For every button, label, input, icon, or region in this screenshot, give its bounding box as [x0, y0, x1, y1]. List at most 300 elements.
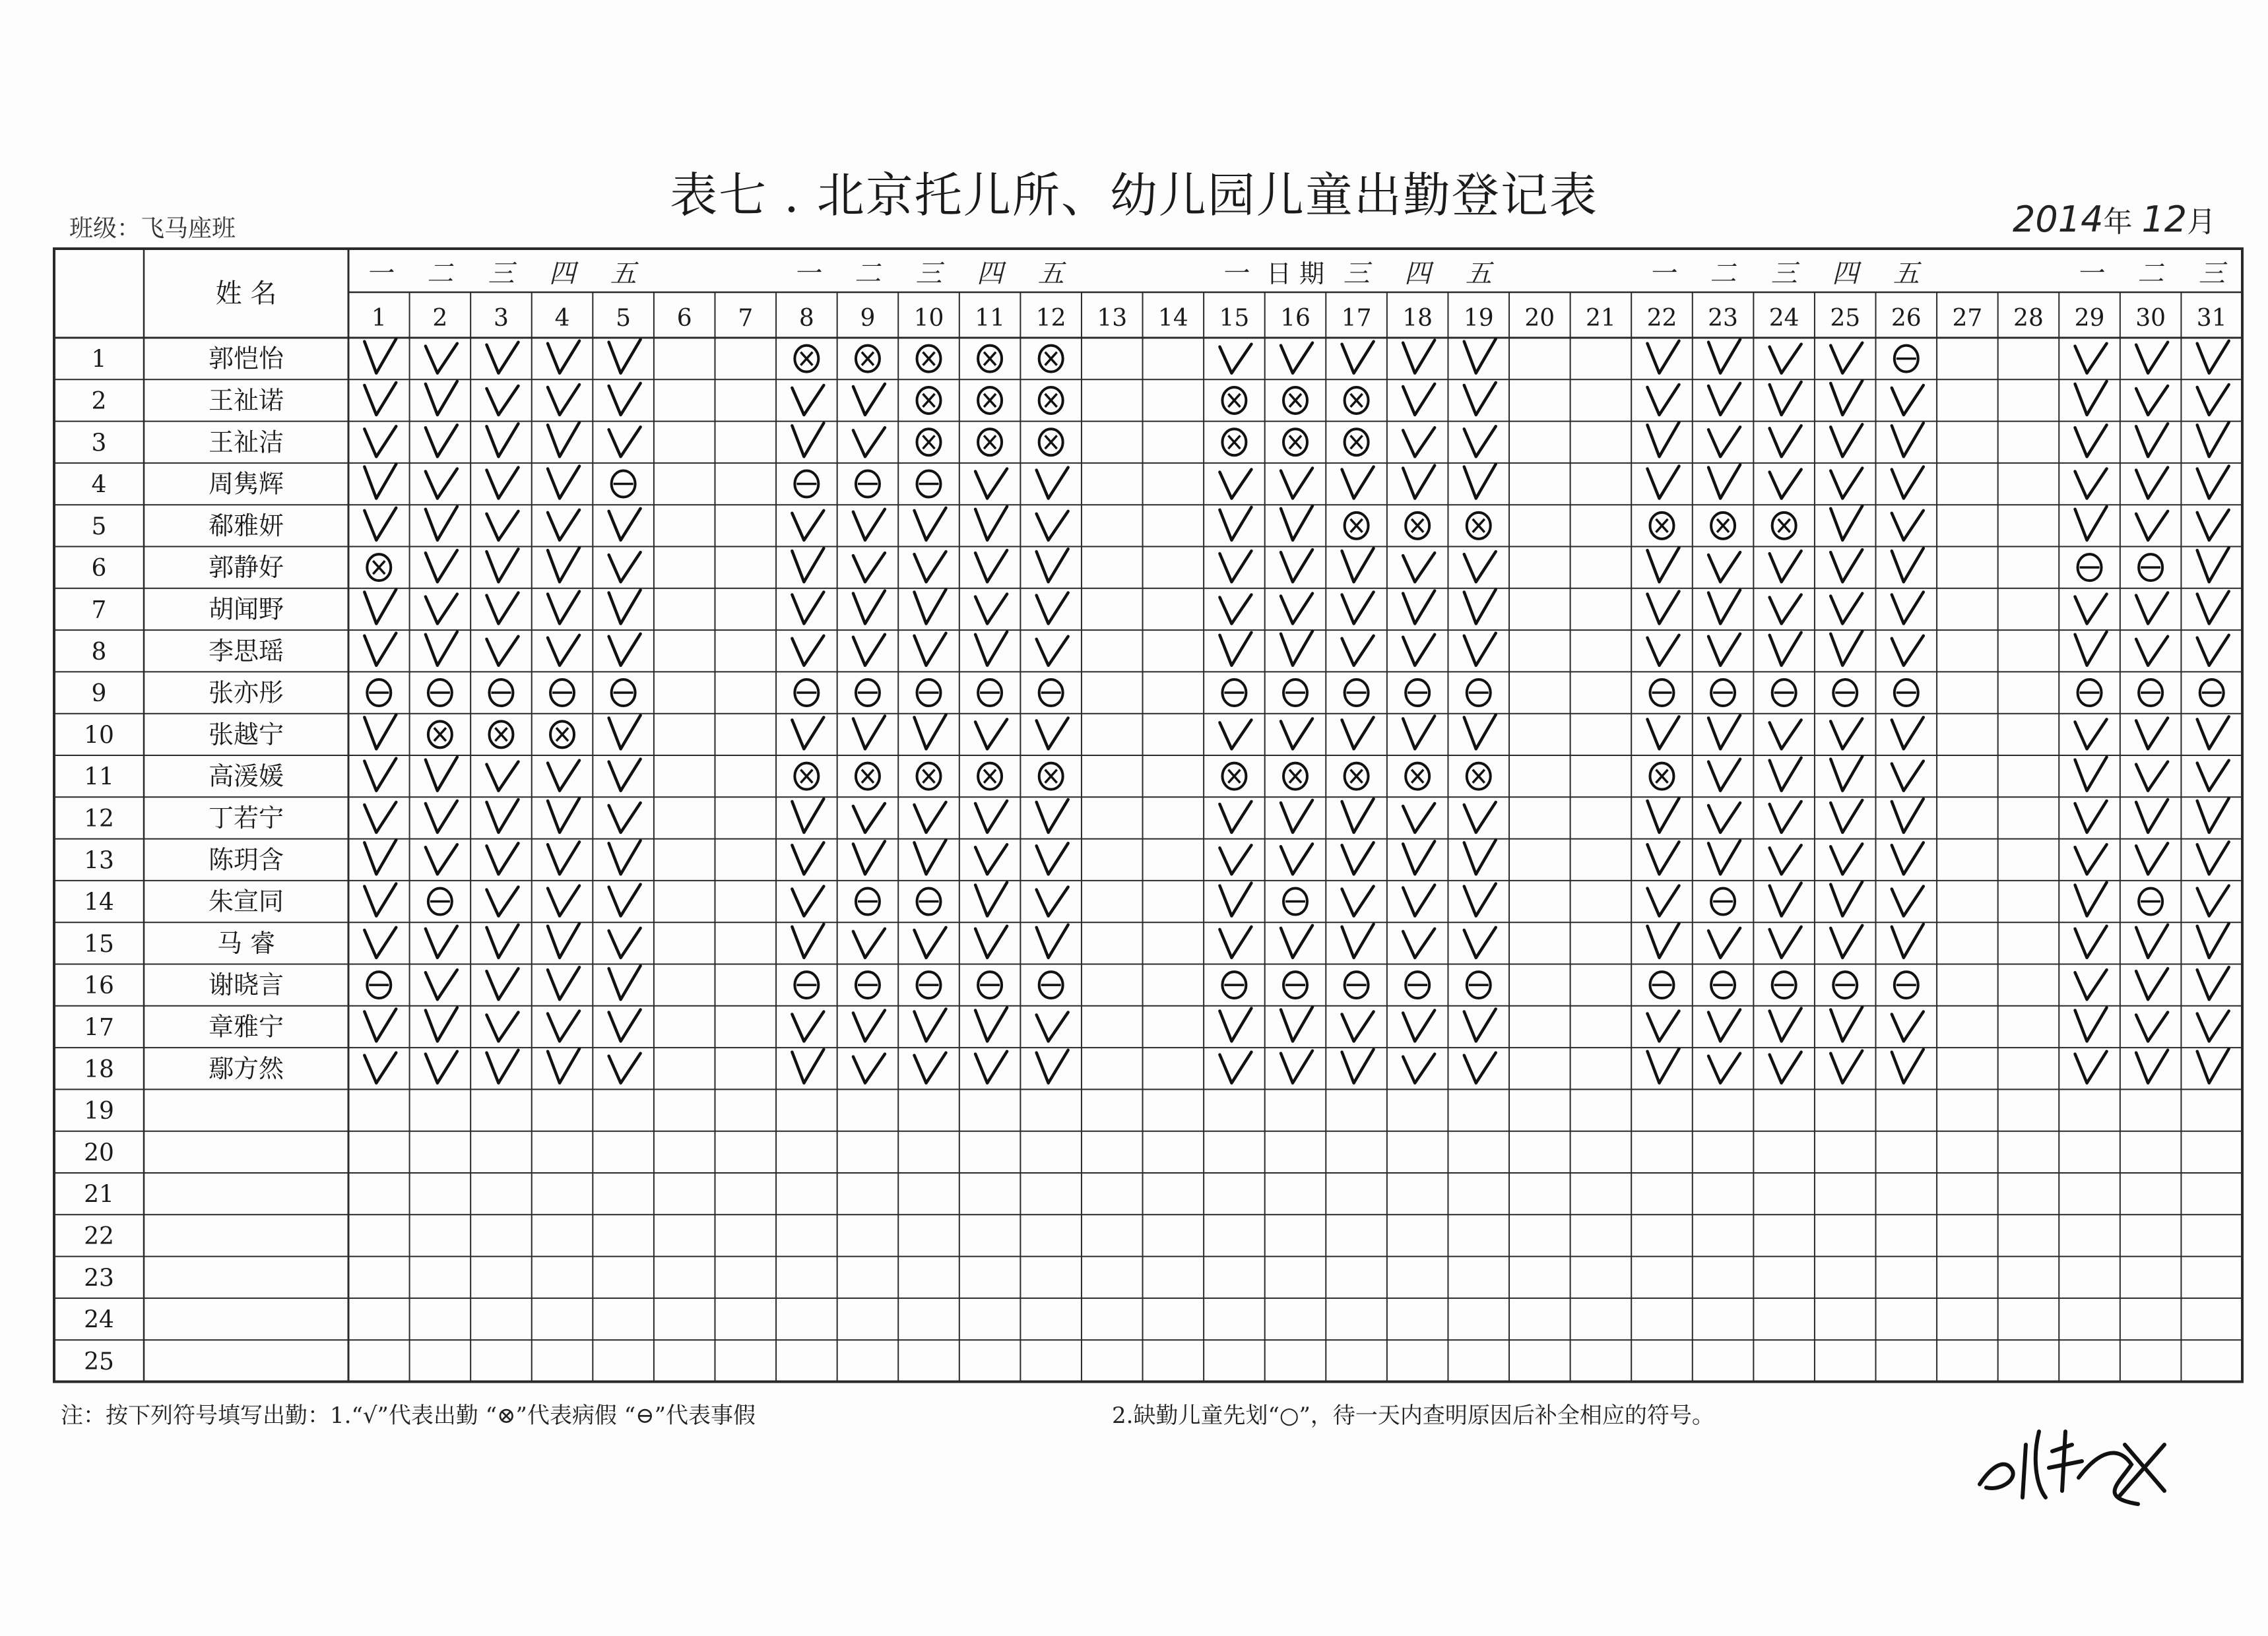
present-mark: [1281, 550, 1312, 582]
present-mark: [1464, 802, 1496, 833]
weekday-mark: 三: [488, 259, 515, 289]
present-mark: [2197, 341, 2229, 373]
weekday-mark: 四: [549, 259, 576, 289]
sick-mark-cross: [434, 728, 446, 741]
present-mark: [1770, 633, 1801, 666]
present-mark: [1219, 883, 1251, 916]
present-mark: [609, 552, 641, 582]
signature: [1966, 1405, 2184, 1511]
present-mark: [1464, 1009, 1496, 1041]
day-number: 10: [913, 305, 944, 332]
present-mark: [1219, 845, 1251, 874]
present-mark: [2136, 968, 2168, 999]
present-mark: [2136, 800, 2168, 833]
present-mark: [1464, 589, 1496, 623]
present-mark: [853, 384, 885, 415]
sick-mark-cross: [923, 435, 935, 449]
day-number: 2: [432, 305, 448, 332]
present-mark: [548, 798, 579, 833]
present-mark: [426, 1007, 457, 1041]
day-number: 21: [1585, 305, 1616, 332]
weekday-mark: 四: [1404, 259, 1431, 289]
present-mark: [792, 511, 824, 540]
present-mark: [853, 803, 885, 833]
present-mark: [1770, 720, 1801, 749]
present-mark: [1647, 1011, 1679, 1041]
sick-mark-cross: [1473, 770, 1485, 783]
present-mark: [915, 633, 946, 666]
present-mark: [609, 634, 641, 666]
present-mark: [1831, 468, 1862, 499]
present-mark: [1647, 635, 1679, 666]
sick-mark-cross: [1656, 770, 1668, 783]
weekday-mark: 三: [2198, 259, 2225, 289]
present-mark: [1831, 593, 1862, 623]
present-mark: [609, 590, 641, 623]
present-mark: [1464, 551, 1496, 582]
page-title: 表七 . 北京托儿所、幼儿园儿童出勤登记表: [670, 168, 1598, 223]
present-mark: [2197, 385, 2229, 415]
present-mark: [2197, 798, 2229, 833]
sick-mark-cross: [1045, 770, 1057, 783]
sick-mark-cross: [1351, 394, 1363, 407]
student-name: 马 睿: [216, 928, 276, 958]
present-mark: [1464, 928, 1496, 958]
present-mark: [1403, 590, 1435, 623]
weekday-mark: 一: [2076, 259, 2103, 289]
sick-mark-cross: [1228, 770, 1240, 783]
present-mark: [1342, 799, 1374, 833]
present-mark: [915, 802, 946, 833]
present-mark: [975, 926, 1007, 958]
present-mark: [1219, 344, 1251, 373]
present-mark: [486, 386, 518, 415]
present-mark: [486, 925, 518, 958]
sick-mark-cross: [1656, 519, 1668, 532]
present-mark: [2075, 926, 2107, 958]
present-mark: [792, 717, 824, 749]
present-mark: [1708, 634, 1740, 666]
present-mark: [853, 1010, 885, 1041]
student-name: 郗雅妍: [208, 511, 284, 540]
present-mark: [364, 589, 396, 623]
day-number: 19: [1463, 305, 1494, 332]
present-mark: [1892, 548, 1924, 582]
present-mark: [792, 799, 824, 833]
present-mark: [426, 757, 457, 791]
present-mark: [1831, 631, 1862, 666]
present-mark: [1342, 924, 1374, 958]
weekday-mark: 五: [610, 259, 637, 289]
present-mark: [2136, 511, 2168, 540]
present-mark: [364, 884, 396, 916]
day-number: 29: [2074, 305, 2105, 332]
day-number: 23: [1708, 305, 1738, 332]
present-mark: [426, 425, 457, 456]
weekday-mark: 二: [854, 259, 881, 289]
present-mark: [1892, 385, 1924, 415]
present-mark: [2136, 424, 2168, 456]
present-mark: [1037, 468, 1068, 499]
present-mark: [364, 928, 396, 958]
present-mark: [1037, 592, 1068, 623]
sick-mark-cross: [1411, 519, 1423, 532]
day-number: 25: [1830, 305, 1861, 332]
header-name-label: 姓 名: [215, 278, 277, 309]
present-mark: [426, 594, 457, 623]
day-number: 6: [676, 305, 692, 332]
present-mark: [975, 1052, 1007, 1083]
present-mark: [548, 548, 579, 582]
present-mark: [1647, 924, 1679, 958]
present-mark: [548, 341, 579, 373]
present-mark: [915, 840, 946, 874]
sick-mark-cross: [1045, 352, 1057, 365]
present-mark: [1892, 1011, 1924, 1041]
present-mark: [1770, 594, 1801, 623]
row-number: 2: [91, 387, 107, 415]
student-name: 胡闻野: [208, 594, 284, 624]
present-mark: [1892, 636, 1924, 666]
row-number: 24: [84, 1306, 114, 1334]
row-number: 21: [84, 1181, 114, 1209]
present-mark: [548, 967, 579, 999]
present-mark: [1219, 802, 1251, 833]
present-mark: [2197, 886, 2229, 916]
present-mark: [2075, 469, 2107, 499]
present-mark: [1403, 1054, 1435, 1083]
present-mark: [1281, 1051, 1312, 1083]
day-number: 13: [1097, 305, 1128, 332]
present-mark: [1037, 800, 1068, 833]
present-mark: [426, 507, 457, 540]
day-number: 16: [1280, 305, 1311, 332]
present-mark: [364, 714, 396, 749]
present-mark: [364, 840, 396, 874]
present-mark: [975, 801, 1007, 833]
present-mark: [486, 1012, 518, 1041]
present-mark: [1770, 551, 1801, 582]
present-mark: [1892, 511, 1924, 540]
sick-mark-cross: [984, 435, 996, 449]
present-mark: [364, 759, 396, 791]
present-mark: [1281, 800, 1312, 833]
present-mark: [2075, 801, 2107, 833]
present-mark: [486, 800, 518, 833]
present-mark: [486, 968, 518, 999]
present-mark: [792, 636, 824, 666]
row-number: 8: [91, 638, 107, 666]
present-mark: [792, 385, 824, 415]
present-mark: [1281, 468, 1312, 499]
present-mark: [1037, 549, 1068, 582]
student-name: 丁若宁: [208, 803, 284, 833]
present-mark: [792, 887, 824, 916]
row-number: 19: [84, 1098, 114, 1125]
present-mark: [975, 550, 1007, 582]
present-mark: [2197, 635, 2229, 666]
present-mark: [2197, 1049, 2229, 1083]
sick-mark-cross: [923, 770, 935, 783]
present-mark: [2075, 632, 2107, 666]
present-mark: [426, 632, 457, 666]
sick-mark-cross: [800, 770, 812, 783]
present-mark: [486, 342, 518, 373]
present-mark: [1342, 842, 1374, 874]
present-mark: [1342, 467, 1374, 499]
row-number: 15: [84, 930, 114, 958]
present-mark: [853, 929, 885, 958]
present-mark: [1281, 631, 1312, 666]
present-mark: [609, 340, 641, 373]
present-mark: [2075, 844, 2107, 874]
present-mark: [1892, 799, 1924, 833]
day-number: 15: [1219, 305, 1250, 332]
row-number: 18: [84, 1055, 114, 1083]
present-mark: [1647, 341, 1679, 373]
present-mark: [486, 424, 518, 456]
sick-mark-cross: [556, 728, 568, 741]
present-mark: [1464, 464, 1496, 499]
present-mark: [975, 507, 1007, 540]
day-number: 24: [1768, 305, 1799, 332]
present-mark: [364, 464, 396, 499]
present-mark: [486, 468, 518, 499]
sick-mark-cross: [1289, 435, 1301, 449]
present-mark: [1342, 548, 1374, 582]
present-mark: [1403, 1010, 1435, 1041]
weekday-mark: 五: [1037, 259, 1064, 289]
present-mark: [2136, 592, 2168, 623]
present-mark: [548, 635, 579, 666]
present-mark: [915, 1009, 946, 1041]
present-mark: [1770, 470, 1801, 499]
present-mark: [1281, 506, 1312, 540]
present-mark: [1342, 717, 1374, 749]
day-number: 22: [1646, 305, 1677, 332]
student-name: 张亦彤: [208, 678, 284, 708]
present-mark: [1647, 548, 1679, 582]
present-mark: [1770, 425, 1801, 456]
day-number: 28: [2013, 305, 2044, 332]
present-mark: [2075, 1052, 2107, 1083]
month-unit: 月: [2187, 205, 2217, 239]
sick-mark-cross: [1473, 519, 1485, 532]
day-number: 1: [371, 305, 387, 332]
present-mark: [1464, 840, 1496, 874]
present-mark: [1647, 591, 1679, 623]
header-date-caption: 日 期: [1266, 259, 1325, 288]
present-mark: [1037, 1012, 1068, 1041]
present-mark: [1342, 1050, 1374, 1083]
year-unit: 年: [2103, 205, 2133, 239]
sick-mark-cross: [984, 770, 996, 783]
present-mark: [1770, 758, 1801, 791]
present-mark: [1219, 470, 1251, 499]
month-value: 12: [2141, 199, 2187, 240]
present-mark: [792, 924, 824, 958]
present-mark: [853, 716, 885, 749]
sick-mark-cross: [984, 352, 996, 365]
present-mark: [2197, 466, 2229, 499]
sick-mark-cross: [862, 770, 874, 783]
row-number: 17: [84, 1014, 114, 1042]
student-name: 陈玥含: [208, 845, 284, 875]
present-mark: [364, 802, 396, 833]
present-mark: [2197, 422, 2229, 456]
present-mark: [609, 1054, 641, 1083]
student-name: 高湲媛: [208, 761, 284, 791]
weekday-mark: 三: [1343, 259, 1370, 289]
present-mark: [1219, 551, 1251, 582]
student-name: 李思瑶: [208, 636, 284, 666]
weekday-mark: 四: [1832, 259, 1859, 289]
day-number: 4: [554, 305, 570, 332]
present-mark: [1770, 344, 1801, 373]
present-mark: [1831, 1007, 1862, 1041]
present-mark: [426, 469, 457, 499]
day-number: 9: [860, 305, 876, 332]
present-mark: [2136, 718, 2168, 749]
present-mark: [915, 1053, 946, 1083]
present-mark: [1770, 845, 1801, 874]
day-number: 20: [1524, 305, 1555, 332]
present-mark: [1037, 637, 1068, 666]
weekday-mark: 一: [1648, 259, 1675, 289]
present-mark: [2075, 970, 2107, 999]
present-mark: [2136, 637, 2168, 666]
present-mark: [1342, 592, 1374, 623]
present-mark: [486, 843, 518, 874]
present-mark: [1831, 844, 1862, 874]
day-number: 12: [1035, 305, 1066, 332]
present-mark: [2136, 762, 2168, 791]
present-mark: [915, 551, 946, 582]
weekday-mark: 一: [1221, 259, 1248, 289]
row-number: 13: [84, 847, 114, 875]
present-mark: [1892, 1050, 1924, 1083]
weekday-mark: 五: [1465, 259, 1492, 289]
row-number: 4: [91, 471, 107, 499]
class-label: 班级：飞马座班: [69, 215, 236, 242]
present-mark: [1892, 761, 1924, 791]
present-mark: [1708, 383, 1740, 415]
present-mark: [1708, 590, 1740, 623]
present-mark: [1403, 929, 1435, 958]
present-mark: [364, 1009, 396, 1041]
present-mark: [975, 719, 1007, 749]
present-mark: [975, 594, 1007, 623]
present-mark: [1708, 340, 1740, 373]
present-mark: [364, 508, 396, 540]
present-mark: [364, 633, 396, 666]
row-number: 20: [84, 1139, 114, 1167]
present-mark: [2075, 594, 2107, 623]
present-mark: [1770, 382, 1801, 415]
present-mark: [1037, 925, 1068, 958]
row-number: 6: [91, 555, 107, 582]
present-mark: [1647, 798, 1679, 833]
sick-mark-cross: [923, 394, 935, 407]
present-mark: [1219, 927, 1251, 958]
present-mark: [548, 510, 579, 540]
present-mark: [1708, 1009, 1740, 1041]
present-mark: [1708, 1054, 1740, 1083]
sick-mark-cross: [1351, 435, 1363, 449]
present-mark: [548, 924, 579, 958]
row-number: 1: [91, 346, 107, 373]
sick-mark-cross: [800, 352, 812, 365]
present-mark: [486, 762, 518, 791]
present-mark: [609, 928, 641, 958]
present-mark: [2197, 548, 2229, 582]
present-mark: [1219, 720, 1251, 749]
present-mark: [1403, 466, 1435, 499]
present-mark: [2197, 510, 2229, 540]
weekday-mark: 三: [915, 259, 942, 289]
present-mark: [1647, 1049, 1679, 1083]
present-mark: [609, 509, 641, 540]
present-mark: [1464, 383, 1496, 415]
present-mark: [792, 1011, 824, 1041]
day-number: 17: [1341, 305, 1372, 332]
present-mark: [915, 508, 946, 540]
sick-mark-cross: [1717, 519, 1729, 532]
present-mark: [853, 635, 885, 666]
student-name: 郭恺怡: [208, 344, 284, 373]
present-mark: [1464, 1053, 1496, 1083]
present-mark: [1403, 427, 1435, 456]
present-mark: [1342, 342, 1374, 373]
absence-note: 2.缺勤儿童先划“○”，待一天内查明原因后补全相应的符号。: [1112, 1402, 1714, 1429]
row-number: 9: [91, 680, 107, 708]
present-mark: [2136, 843, 2168, 874]
weekday-mark: 一: [793, 259, 820, 289]
sick-mark-cross: [1778, 519, 1790, 532]
row-number: 11: [84, 763, 114, 791]
day-number: 8: [798, 305, 814, 332]
sick-mark-cross: [1228, 394, 1240, 407]
present-mark: [1647, 886, 1679, 916]
present-mark: [1403, 885, 1435, 916]
day-number: 18: [1402, 305, 1433, 332]
present-mark: [2075, 381, 2107, 415]
present-mark: [2136, 386, 2168, 415]
weekday-mark: 二: [426, 259, 453, 289]
present-mark: [1831, 800, 1862, 833]
present-mark: [426, 344, 457, 373]
present-mark: [853, 590, 885, 623]
present-mark: [915, 714, 946, 749]
present-mark: [1770, 802, 1801, 833]
day-number: 7: [738, 305, 754, 332]
present-mark: [1403, 716, 1435, 749]
present-mark: [1892, 887, 1924, 916]
row-number: 22: [84, 1222, 114, 1250]
student-name: 郭静好: [208, 553, 284, 582]
present-mark: [1708, 552, 1740, 582]
present-mark: [609, 427, 641, 456]
present-mark: [1892, 467, 1924, 499]
day-number: 27: [1952, 305, 1983, 332]
row-number: 16: [84, 972, 114, 1000]
present-mark: [1037, 511, 1068, 540]
present-mark: [426, 550, 457, 582]
present-mark: [1037, 887, 1068, 916]
present-mark: [1281, 1007, 1312, 1041]
row-number: 12: [84, 805, 114, 833]
present-mark: [426, 1052, 457, 1083]
